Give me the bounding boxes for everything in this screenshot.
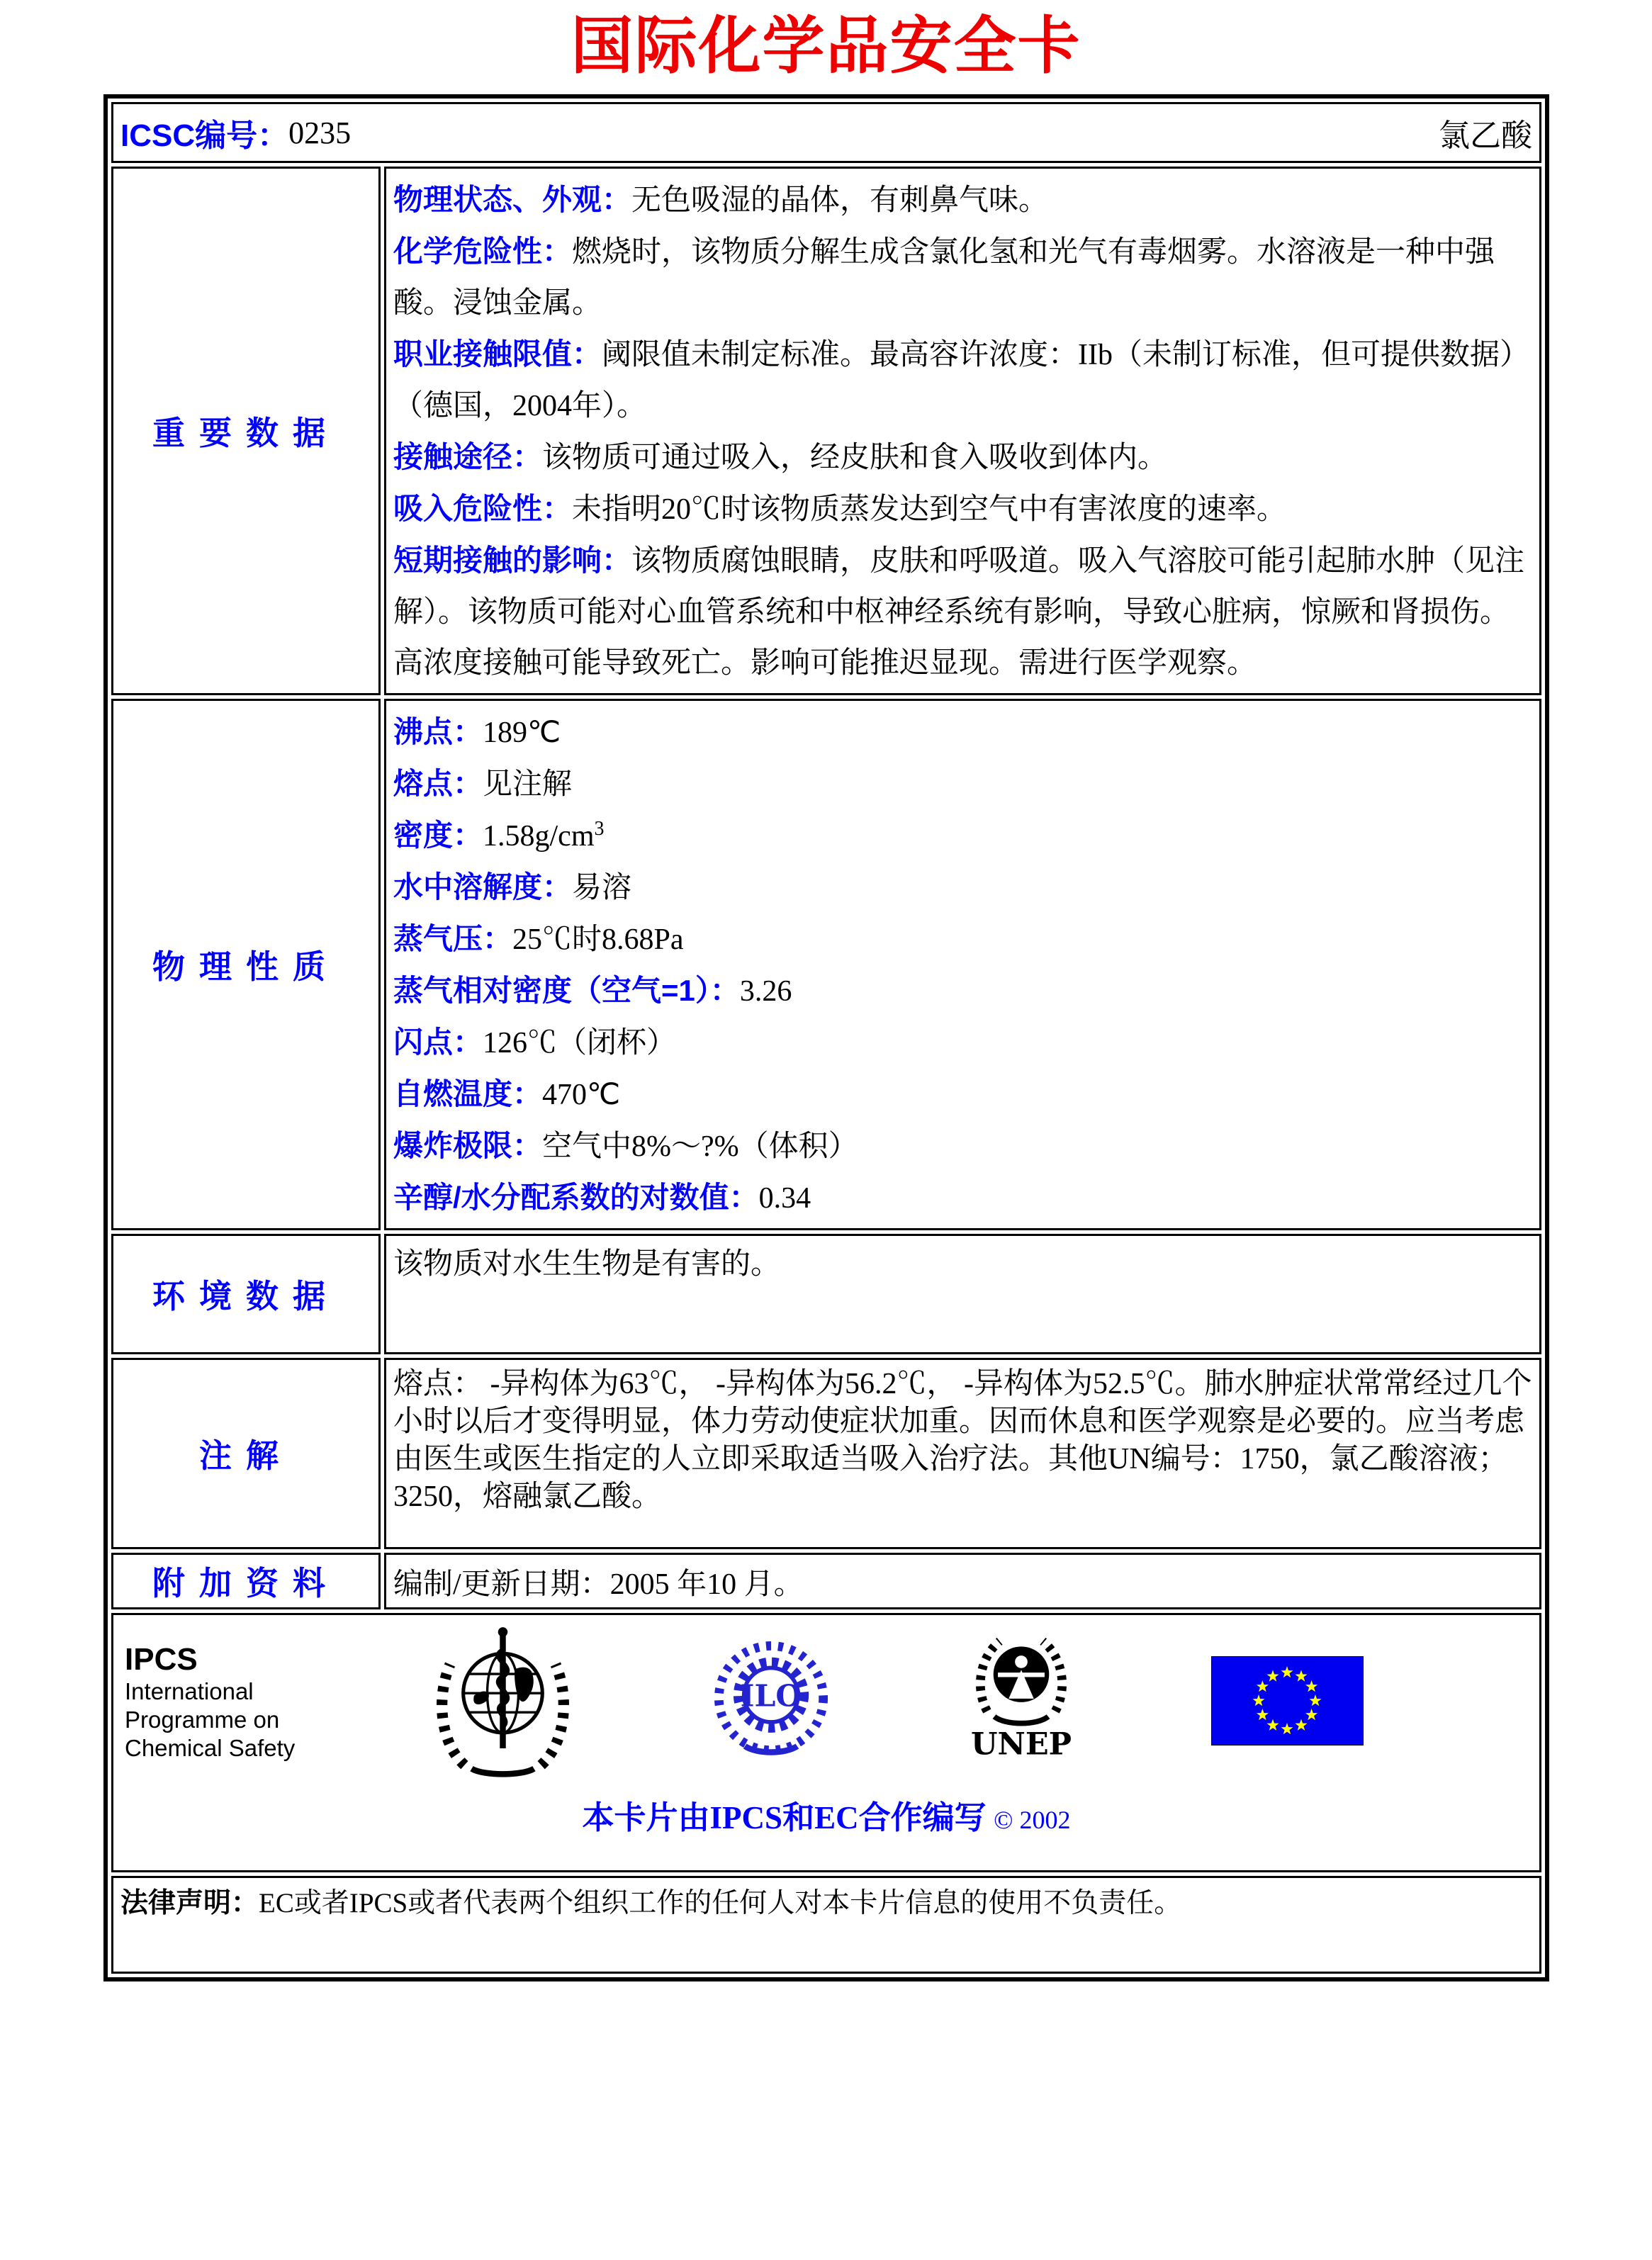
header-cell (111, 102, 1541, 163)
header-row (111, 102, 1541, 163)
field-value: 易溶 (572, 872, 632, 905)
environment-data-content (384, 1234, 1541, 1354)
field-label: 水中溶解度： (393, 870, 573, 904)
additional-info-row (111, 1553, 1541, 1609)
field-label: 接触途径： (393, 440, 543, 474)
important-data-content (384, 167, 1541, 695)
field-label: 蒸气压： (393, 922, 513, 956)
ipcs-line: Chemical Safety (125, 1735, 296, 1762)
logos-row (111, 1613, 1541, 1872)
row-label-physical-properties: 物理性质 (111, 699, 381, 1230)
unep-icon (967, 1625, 1075, 1767)
legal-cell (111, 1876, 1541, 1974)
ipcs-logo-text (125, 1642, 295, 1763)
caption-text: 本卡片由IPCS和EC合作编写 (582, 1800, 987, 1836)
field-label: 爆炸极限： (393, 1129, 543, 1163)
row-label-important-data: 重要数据 (111, 167, 381, 695)
copyright-text: © 2002 (994, 1806, 1071, 1835)
who-icon (431, 1624, 575, 1787)
row-label-environment-data: 环境数据 (111, 1234, 381, 1354)
field-text: 该物质腐蚀眼睛，皮肤和呼吸道。吸入气溶胶可能引起肺水肿（见注解）。该物质可能对心血管系统和中枢神经系统有影响，导致心脏病，惊厥和肾损伤。高浓度接触可能导致死亡。影响可能推迟显现。需进行医学观察。 (393, 545, 1525, 680)
field-label: 短期接触的影响： (393, 544, 632, 578)
important-entry (393, 226, 1532, 329)
physical-entry (393, 707, 1532, 758)
notes-content (384, 1358, 1541, 1549)
cooperation-caption (113, 1792, 1539, 1838)
update-date-label: 编制/更新日期： (393, 1568, 610, 1602)
additional-info-content (384, 1553, 1541, 1609)
legal-row (111, 1876, 1541, 1974)
ipcs-line: Programme on (125, 1707, 280, 1733)
field-value: 25℃时8.68Pa (512, 923, 684, 957)
physical-entry (393, 862, 1532, 913)
important-entry (393, 329, 1532, 432)
icsc-number-value: 0235 (288, 115, 352, 150)
physical-properties-row (111, 699, 1541, 1230)
important-entry (393, 174, 1532, 226)
physical-entry (393, 1069, 1532, 1120)
physical-entry (393, 1120, 1532, 1172)
update-date-value: 2005 年10 月。 (609, 1568, 804, 1602)
field-text: 该物质可通过吸入，经皮肤和食入吸收到体内。 (542, 442, 1168, 475)
physical-entry (393, 1172, 1532, 1224)
field-label: 职业接触限值： (393, 337, 602, 371)
field-label: 自燃温度： (393, 1077, 543, 1111)
field-value: 470℃ (542, 1079, 621, 1112)
physical-properties-content (384, 699, 1541, 1230)
superscript: 3 (594, 818, 605, 841)
chemical-name: 氯乙酸 (1439, 118, 1532, 154)
field-value: 0.34 (758, 1182, 811, 1215)
notes-text: 熔点： -异构体为63℃， -异构体为56.2℃， -异构体为52.5℃。肺水肿症状常常经过几个小时以后才变得明显，体力劳动使症状加重。因而休息和医学观察是必要的。应当考虑由医生或医生指定的人立即采取适当吸入治疗法。其他UN编号：1750，氯乙酸溶液；3250，熔融氯乙酸。 (393, 1368, 1532, 1514)
field-value: 见注解 (483, 768, 573, 802)
page-title: 国际化学品安全卡 (571, 9, 1081, 82)
important-entry (393, 432, 1532, 483)
field-value: 189℃ (483, 716, 561, 750)
field-value: 126℃（闭杯） (483, 1027, 677, 1060)
field-label: 熔点： (393, 767, 483, 801)
field-label: 辛醇/水分配系数的对数值： (393, 1181, 759, 1215)
physical-entry (393, 965, 1532, 1017)
field-text: 未指明20℃时该物质蒸发达到空气中有害浓度的速率。 (572, 493, 1287, 527)
row-label-notes: 注解 (111, 1358, 381, 1549)
field-value: 1.58g/cm (483, 820, 595, 853)
field-label: 闪点： (393, 1025, 483, 1059)
icsc-number-label: ICSC编号： (120, 118, 289, 154)
ipcs-line: International (125, 1678, 254, 1705)
physical-entry (393, 1017, 1532, 1069)
legal-label: 法律声明： (120, 1888, 259, 1919)
svg-text:ILO: ILO (740, 1678, 802, 1714)
physical-entry (393, 758, 1532, 810)
ilo-icon (711, 1638, 831, 1766)
field-value: 3.26 (739, 975, 792, 1008)
important-entry (393, 483, 1532, 535)
field-value: 空气中8%～?%（体积） (542, 1130, 858, 1164)
icsc-card-table (103, 94, 1549, 1981)
field-label: 蒸气相对密度（空气=1）： (393, 974, 740, 1008)
eu-flag-icon (1211, 1656, 1364, 1753)
row-label-additional-info: 附加资料 (111, 1553, 381, 1609)
environment-text: 该物质对水生生物是有害的。 (393, 1248, 781, 1281)
field-label: 吸入危险性： (393, 492, 573, 526)
field-text: 无色吸湿的晶体，有刺鼻气味。 (631, 184, 1049, 218)
important-entry (393, 535, 1532, 689)
ipcs-abbr: IPCS (125, 1642, 198, 1677)
important-data-row (111, 167, 1541, 695)
physical-entry (393, 913, 1532, 965)
notes-row (111, 1358, 1541, 1549)
field-label: 沸点： (393, 715, 483, 749)
environment-data-row (111, 1234, 1541, 1354)
legal-text: EC或者IPCS或者代表两个组织工作的任何人对本卡片信息的使用不负责任。 (259, 1888, 1182, 1919)
physical-entry (393, 810, 1532, 862)
field-label: 密度： (393, 819, 483, 853)
field-text: 阈限值未制定标准。最高容许浓度：IIb（未制订标准，但可提供数据）（德国，2004年）。 (393, 339, 1529, 423)
logos-cell (111, 1613, 1541, 1872)
svg-text:UNEP: UNEP (970, 1726, 1072, 1760)
field-label: 物理状态、外观： (393, 183, 632, 217)
field-label: 化学危险性： (393, 235, 573, 269)
field-text: 燃烧时，该物质分解生成含氯化氢和光气有毒烟雾。水溶液是一种中强酸。浸蚀金属。 (393, 236, 1495, 320)
